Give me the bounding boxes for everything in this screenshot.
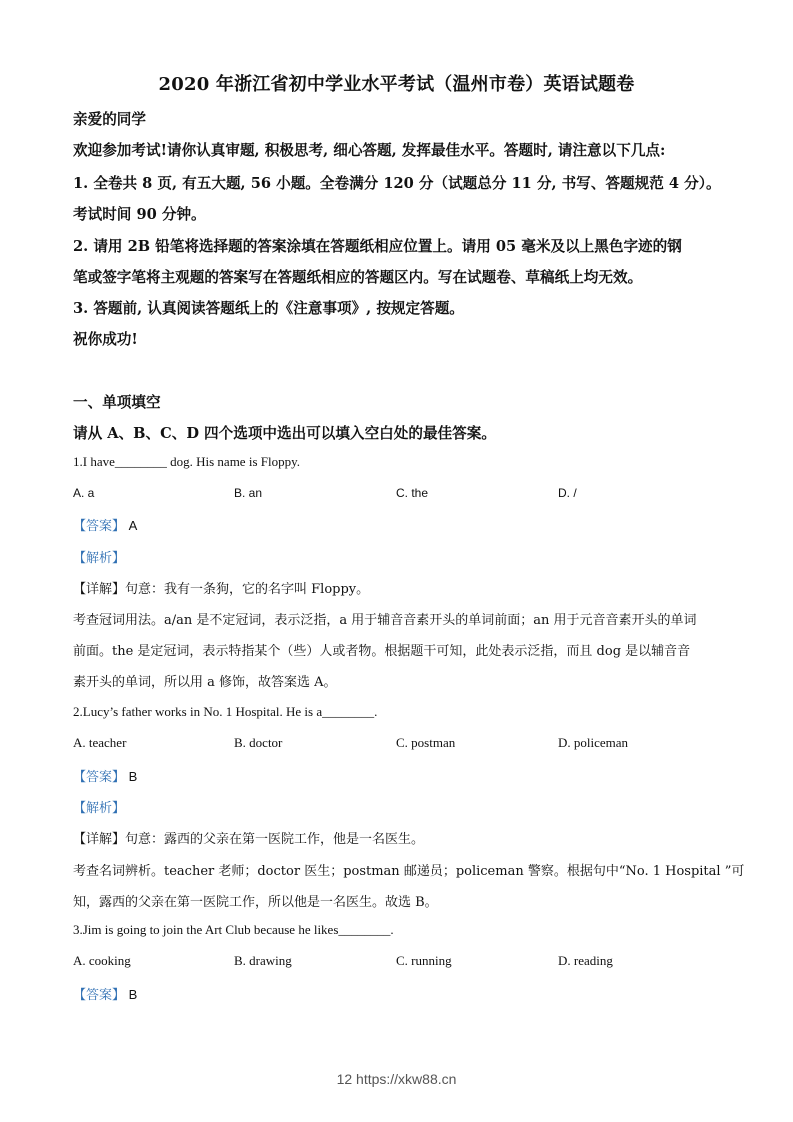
q1-analysis-label xyxy=(73,547,125,566)
intro-note-3: 3. 答题前, 认真阅读答题纸上的《注意事项》, 按规定答题。 xyxy=(73,300,464,317)
q2-detail-text-1: 句意：露西的父亲在第一医院工作，他是一名医生。 xyxy=(125,832,425,847)
analysis-label: 【解析】 xyxy=(73,550,126,565)
q2-option-c: C. postman xyxy=(396,735,456,750)
section-heading: 一、单项填空 xyxy=(73,394,161,411)
q2-detail-line-2: 考查名词辨析。teacher 老师；doctor 医生；postman 邮递员；policeman 警察。根据句中“No. 1 Hospital ”可 xyxy=(73,864,745,879)
q1-detail-line-2: 考查冠词用法。a/an 是不定冠词，表示泛指，a 用于辅音音素开头的单词前面；an 用于元音音素开头的单词 xyxy=(73,613,697,628)
intro-note-1: 1. 全卷共 8 页, 有五大题, 56 小题。全卷满分 120 分（试题总分 11 分, 书写、答题规范 4 分）。 xyxy=(73,175,721,192)
intro-welcome: 欢迎参加考试!请你认真审题, 积极思考, 细心答题, 发挥最佳水平。答题时, 请注意以下几点: xyxy=(73,142,666,159)
question-3-stem: 3.Jim is going to join the Art Club because he likes________. xyxy=(73,922,394,937)
greeting: 亲爱的同学 xyxy=(73,111,146,128)
intro-note-1-cont: 考试时间 90 分钟。 xyxy=(73,206,206,223)
question-2-stem: 2.Lucy’s father works in No. 1 Hospital. He is a________. xyxy=(73,704,378,719)
answer-label: 答案 xyxy=(86,518,113,533)
q3-option-b: B. drawing xyxy=(234,953,292,968)
q2-answer-value: B xyxy=(128,769,138,784)
q1-detail-line-3: 前面。the 是定冠词，表示特指某个（些）人或者物。根据题干可知，此处表示泛指，而且 dog 是以辅音音 xyxy=(73,644,691,659)
answer-label-open: 【 xyxy=(73,769,87,784)
answer-label-close: 】 xyxy=(112,769,126,784)
section-instruction: 请从 A、B、C、D 四个选项中选出可以填入空白处的最佳答案。 xyxy=(73,425,496,442)
q2-analysis-label xyxy=(73,797,125,816)
q1-option-a: A. a xyxy=(73,486,95,500)
q3-answer xyxy=(73,984,137,1003)
page-title: 2020 年浙江省初中学业水平考试（温州市卷）英语试题卷 xyxy=(158,74,635,95)
q3-option-a: A. cooking xyxy=(73,953,131,968)
answer-label-close: 】 xyxy=(112,518,126,533)
answer-label-open: 【 xyxy=(73,518,87,533)
question-1-stem: 1.I have________ dog. His name is Floppy. xyxy=(73,454,300,469)
q2-option-b: B. doctor xyxy=(234,735,283,750)
answer-label: 答案 xyxy=(86,769,113,784)
intro-note-2-cont: 笔或签字笔将主观题的答案写在答题纸相应的答题区内。写在试题卷、草稿纸上均无效。 xyxy=(73,269,643,286)
intro-closing: 祝你成功! xyxy=(73,331,138,348)
q1-detail-line-1 xyxy=(73,578,369,597)
answer-label-close: 】 xyxy=(112,987,126,1002)
detail-label: 【详解】 xyxy=(73,831,126,846)
q1-detail-text-1: 句意：我有一条狗，它的名字叫 Floppy。 xyxy=(125,582,370,597)
q1-option-d: D. / xyxy=(558,486,577,500)
page-footer: 12 https://xkw88.cn xyxy=(336,1071,457,1087)
q1-option-b: B. an xyxy=(234,486,263,500)
q2-option-a: A. teacher xyxy=(73,735,127,750)
q1-option-c: C. the xyxy=(396,486,429,500)
q1-answer xyxy=(73,515,137,534)
q2-detail-line-3: 知，露西的父亲在第一医院工作，所以他是一名医生。故选 B。 xyxy=(73,895,438,910)
detail-label: 【详解】 xyxy=(73,581,126,596)
q1-answer-value: A xyxy=(128,518,138,533)
q2-option-d: D. policeman xyxy=(558,735,629,750)
q3-answer-value: B xyxy=(128,987,138,1002)
q3-option-d: D. reading xyxy=(558,953,613,968)
answer-label: 答案 xyxy=(86,987,113,1002)
q2-answer xyxy=(73,766,137,785)
q2-detail-line-1 xyxy=(73,828,424,847)
q3-option-c: C. running xyxy=(396,953,452,968)
answer-label-open: 【 xyxy=(73,987,87,1002)
q1-detail-line-4: 素开头的单词，所以用 a 修饰，故答案选 A。 xyxy=(73,675,337,690)
analysis-label: 【解析】 xyxy=(73,800,126,815)
intro-note-2: 2. 请用 2B 铅笔将选择题的答案涂填在答题纸相应位置上。请用 05 毫米及以上黑色字迹的钢 xyxy=(73,238,682,255)
